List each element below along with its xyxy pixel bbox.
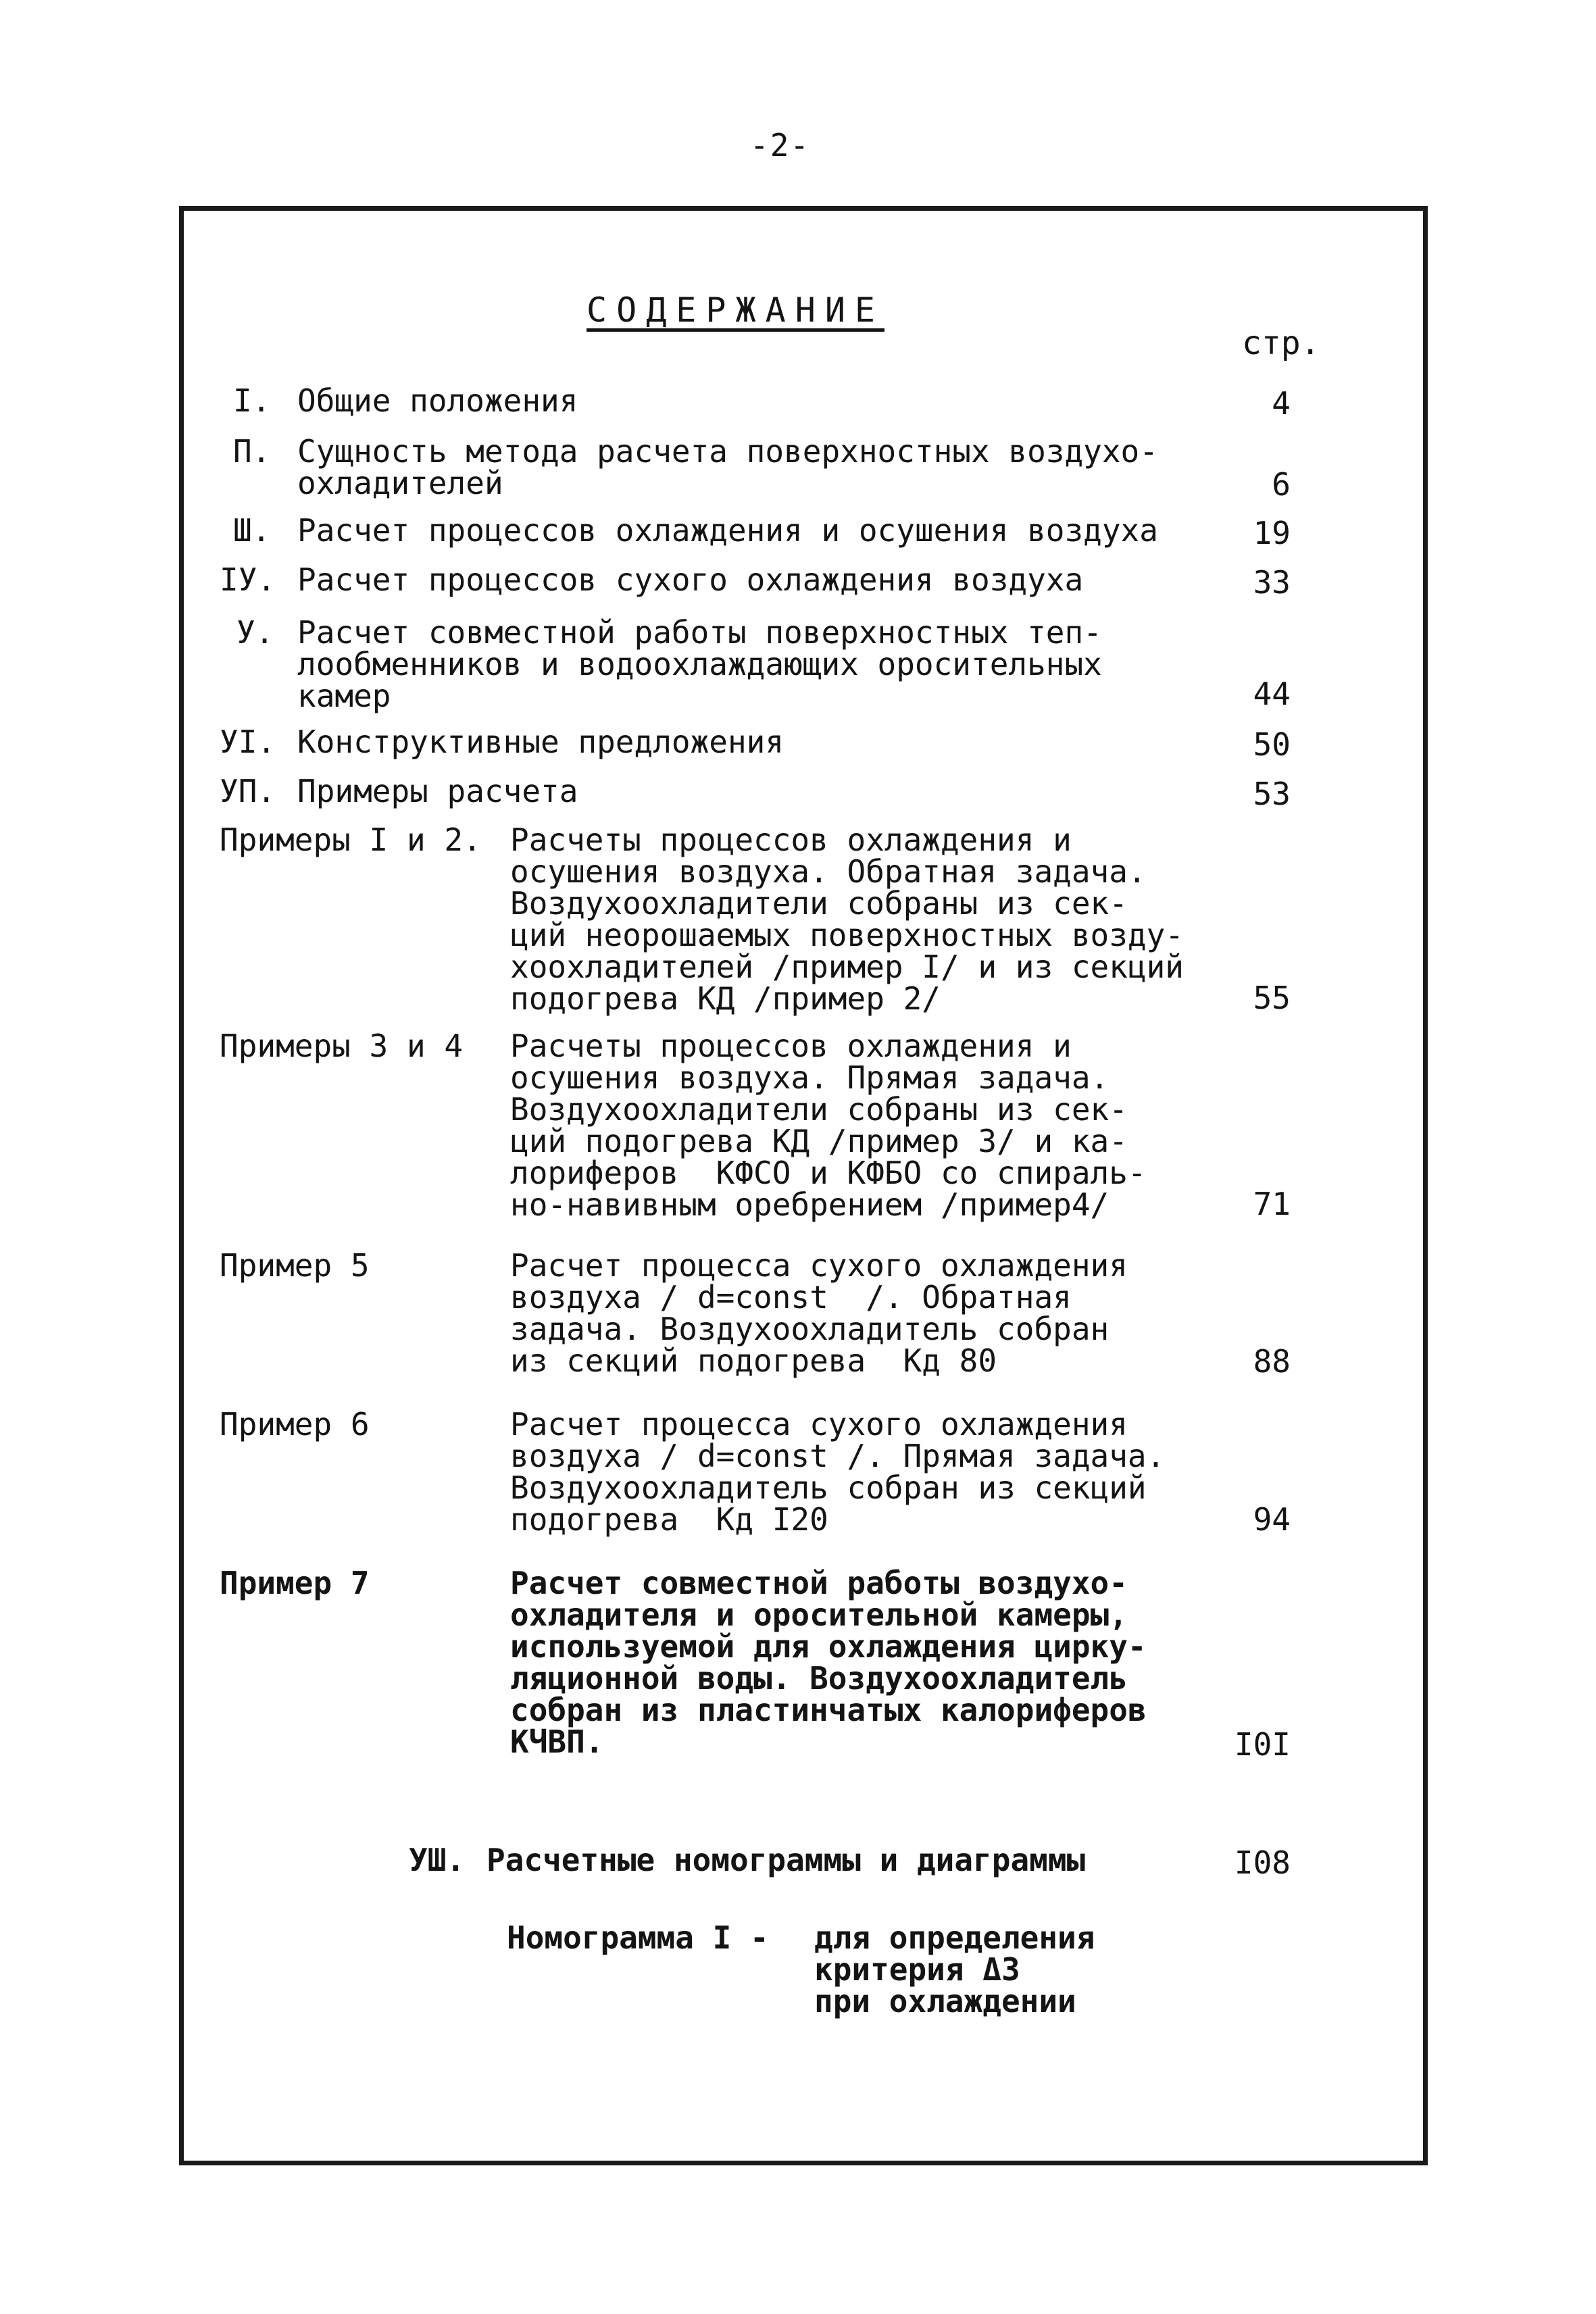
example-5-line: воздуха / d=const /. Обратная bbox=[510, 1279, 1072, 1315]
entry-5-line: лообменников и водоохлаждающих оросительных bbox=[297, 646, 1102, 682]
example-5-line: из секций подогрева Кд 80 bbox=[510, 1342, 997, 1379]
entry-5-page: 44 bbox=[1253, 676, 1291, 712]
example-1-2-line: хоохладителей /пример I/ и из секций bbox=[510, 949, 1184, 985]
example-6-label: Пример 6 bbox=[220, 1406, 370, 1442]
example-6-line: подогрева Кд I20 bbox=[510, 1501, 828, 1538]
page-column-header: стр. bbox=[1242, 324, 1320, 362]
example-3-4-line: но-навивным оребрением /пример4/ bbox=[510, 1186, 1109, 1223]
example-3-4-line: лориферов КФСО и КФБО со спираль- bbox=[510, 1155, 1147, 1191]
nomogram-line: для определения bbox=[814, 1919, 1095, 1956]
example-3-4-line: Расчеты процессов охлаждения и bbox=[510, 1028, 1072, 1064]
page-number: -2- bbox=[750, 127, 811, 164]
entry-3-num: Ш. bbox=[233, 512, 271, 549]
entry-3-page: 19 bbox=[1253, 515, 1291, 551]
example-3-4-label: Примеры 3 и 4 bbox=[220, 1028, 464, 1064]
example-3-4-line: Воздухоохладители собраны из сек- bbox=[510, 1091, 1128, 1128]
entry-5-line: Расчет совместной работы поверхностных теп- bbox=[297, 614, 1102, 651]
contents-title: СОДЕРЖАНИЕ bbox=[587, 291, 885, 330]
example-5-page: 88 bbox=[1253, 1343, 1291, 1380]
example-7-line: охладителя и оросительной камеры, bbox=[510, 1596, 1128, 1633]
section-8-page: I08 bbox=[1234, 1844, 1291, 1881]
example-3-4-line: осушения воздуха. Прямая задача. bbox=[510, 1059, 1109, 1096]
entry-6-num: УI. bbox=[220, 724, 276, 760]
entry-6-page: 50 bbox=[1253, 726, 1291, 763]
nomogram-label: Номограмма I - bbox=[507, 1919, 769, 1956]
example-6-line: Расчет процесса сухого охлаждения bbox=[510, 1406, 1128, 1442]
entry-7-line: Примеры расчета bbox=[297, 773, 578, 809]
example-5-line: задача. Воздухоохладитель собран bbox=[510, 1311, 1109, 1347]
entry-7-num: УП. bbox=[220, 773, 276, 809]
section-8-num: УШ. bbox=[409, 1842, 466, 1878]
example-7-page: I0I bbox=[1234, 1726, 1291, 1763]
example-5-label: Пример 5 bbox=[220, 1247, 370, 1284]
entry-2-line: Сущность метода расчета поверхностных воздухо- bbox=[297, 433, 1158, 470]
entry-1-line: Общие положения bbox=[297, 382, 578, 419]
entry-1-page: 4 bbox=[1272, 385, 1291, 422]
entry-1-num: I. bbox=[233, 382, 271, 419]
entry-2-line: охладителей bbox=[297, 465, 503, 501]
entry-3-line: Расчет процессов охлаждения и осушения воздуха bbox=[297, 512, 1158, 549]
entry-2-num: П. bbox=[233, 433, 271, 470]
example-6-page: 94 bbox=[1253, 1501, 1291, 1538]
example-5-line: Расчет процесса сухого охлаждения bbox=[510, 1247, 1128, 1284]
example-7-line: собран из пластинчатых калориферов bbox=[510, 1692, 1147, 1728]
example-1-2-page: 55 bbox=[1253, 980, 1291, 1016]
entry-4-line: Расчет процессов сухого охлаждения воздуха bbox=[297, 561, 1084, 598]
section-8-title: Расчетные номограммы и диаграммы bbox=[487, 1842, 1086, 1878]
example-1-2-label: Примеры I и 2. bbox=[220, 822, 482, 858]
nomogram-line: при охлаждении bbox=[814, 1983, 1076, 2019]
example-7-line: используемой для охлаждения цирку- bbox=[510, 1628, 1147, 1665]
entry-2-page: 6 bbox=[1272, 466, 1291, 503]
nomogram-line: критерия Δ3 bbox=[814, 1951, 1020, 1988]
example-7-line: КЧВП. bbox=[510, 1724, 604, 1760]
example-7-label: Пример 7 bbox=[220, 1565, 370, 1601]
entry-5-line: камер bbox=[297, 678, 391, 714]
entry-7-page: 53 bbox=[1253, 776, 1291, 812]
entry-6-line: Конструктивные предложения bbox=[297, 724, 784, 760]
example-3-4-line: ций подогрева КД /пример 3/ и ка- bbox=[510, 1123, 1128, 1159]
example-6-line: Воздухоохладитель собран из секций bbox=[510, 1469, 1147, 1506]
example-1-2-line: Расчеты процессов охлаждения и bbox=[510, 822, 1072, 858]
example-3-4-page: 71 bbox=[1253, 1186, 1291, 1222]
entry-4-page: 33 bbox=[1253, 564, 1291, 601]
entry-4-num: IУ. bbox=[220, 561, 276, 598]
example-7-line: ляционной воды. Воздухоохладитель bbox=[510, 1660, 1128, 1696]
example-1-2-line: осушения воздуха. Обратная задача. bbox=[510, 853, 1147, 890]
entry-5-num: У. bbox=[236, 614, 274, 651]
example-6-line: воздуха / d=const /. Прямая задача. bbox=[510, 1438, 1166, 1474]
example-1-2-line: Воздухоохладители собраны из сек- bbox=[510, 885, 1128, 922]
example-1-2-line: ций неорошаемых поверхностных возду- bbox=[510, 917, 1184, 953]
example-7-line: Расчет совместной работы воздухо- bbox=[510, 1565, 1128, 1601]
example-1-2-line: подогрева КД /пример 2/ bbox=[510, 980, 941, 1017]
